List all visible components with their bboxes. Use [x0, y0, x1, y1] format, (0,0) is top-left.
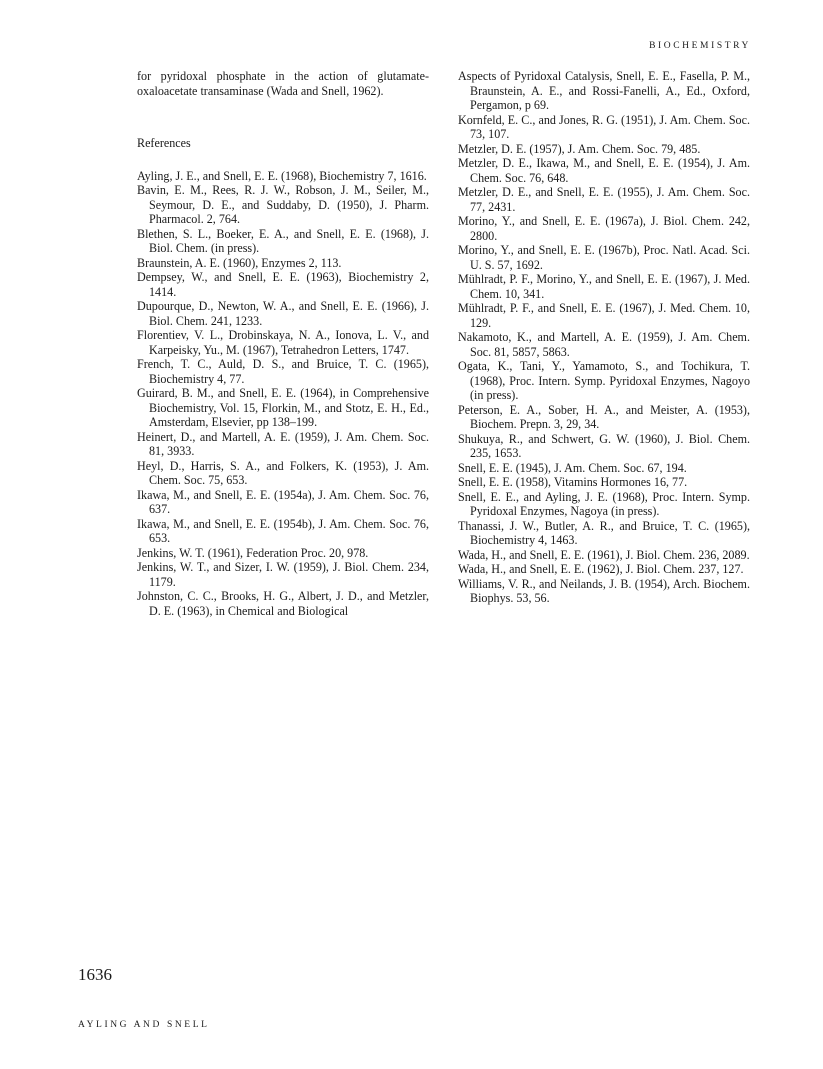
reference-item: Ikawa, M., and Snell, E. E. (1954a), J. Am. Chem. Soc. 76, 637.	[137, 487, 429, 516]
reference-item: Guirard, B. M., and Snell, E. E. (1964), in Comprehensive Biochemistry, Vol. 15, Florkin, M., and Stotz, E. H., Ed., Amsterdam, Elsevier, pp 138–199.	[137, 386, 429, 429]
reference-item: Dupourque, D., Newton, W. A., and Snell, E. E. (1966), J. Biol. Chem. 241, 1233.	[137, 299, 429, 328]
reference-item: Snell, E. E. (1945), J. Am. Chem. Soc. 67, 194.	[458, 460, 687, 475]
reference-item: Morino, Y., and Snell, E. E. (1967b), Proc. Natl. Acad. Sci. U. S. 57, 1692.	[458, 243, 750, 272]
left-column	[137, 69, 429, 618]
reference-item: Mühlradt, P. F., Morino, Y., and Snell, E. E. (1967), J. Med. Chem. 10, 341.	[458, 272, 750, 301]
reference-list-left	[137, 169, 429, 619]
running-foot-authors: AYLING AND SNELL	[78, 1020, 210, 1030]
reference-item: Ikawa, M., and Snell, E. E. (1954b), J. Am. Chem. Soc. 76, 653.	[137, 516, 429, 545]
reference-item: Blethen, S. L., Boeker, E. A., and Snell, E. E. (1968), J. Biol. Chem. (in press).	[137, 226, 429, 255]
reference-item: Aspects of Pyridoxal Catalysis, Snell, E. E., Fasella, P. M., Braunstein, A. E., and Rossi-Fanelli, A., Ed., Oxford, Pergamon, p 69.	[458, 69, 750, 112]
reference-item: Wada, H., and Snell, E. E. (1962), J. Biol. Chem. 237, 127.	[458, 562, 744, 576]
right-column	[458, 69, 750, 606]
reference-item: Florentiev, V. L., Drobinskaya, N. A., Ionova, L. V., and Karpeisky, Yu., M. (1967), Tetrahedron Letters, 1747.	[137, 328, 429, 357]
reference-item: Kornfeld, E. C., and Jones, R. G. (1951), J. Am. Chem. Soc. 73, 107.	[458, 112, 750, 141]
reference-list-right	[458, 69, 750, 606]
reference-item: Snell, E. E., and Ayling, J. E. (1968), Proc. Intern. Symp. Pyridoxal Enzymes, Nagoya (in press).	[458, 489, 750, 518]
reference-item: Morino, Y., and Snell, E. E. (1967a), J. Biol. Chem. 242, 2800.	[458, 214, 750, 243]
reference-item: Johnston, C. C., Brooks, H. G., Albert, J. D., and Metzler, D. E. (1963), in Chemical and Biological	[137, 589, 429, 618]
reference-item: Thanassi, J. W., Butler, A. R., and Bruice, T. C. (1965), Biochemistry 4, 1463.	[458, 518, 750, 547]
reference-item: Bavin, E. M., Rees, R. J. W., Robson, J. M., Seiler, M., Seymour, D. E., and Suddaby, D. (1950), J. Pharm. Pharmacol. 2, 764.	[137, 183, 429, 226]
reference-item: Peterson, E. A., Sober, H. A., and Meister, A. (1953), Biochem. Prepn. 3, 29, 34.	[458, 402, 750, 431]
reference-item: Wada, H., and Snell, E. E. (1961), J. Biol. Chem. 236, 2089.	[458, 547, 750, 562]
reference-item: Jenkins, W. T. (1961), Federation Proc. 20, 978.	[137, 545, 369, 560]
reference-item: Snell, E. E. (1958), Vitamins Hormones 16, 77.	[458, 475, 688, 489]
reference-item: Ogata, K., Tani, Y., Yamamoto, S., and Tochikura, T. (1968), Proc. Intern. Symp. Pyridoxal Enzymes, Nagoyo (in press).	[458, 359, 750, 402]
reference-item: Braunstein, A. E. (1960), Enzymes 2, 113.	[137, 255, 342, 270]
reference-item: Heinert, D., and Martell, A. E. (1959), J. Am. Chem. Soc. 81, 3933.	[137, 429, 429, 458]
references-heading: References	[137, 136, 191, 150]
reference-item: French, T. C., Auld, D. S., and Bruice, T. C. (1965), Biochemistry 4, 77.	[137, 357, 429, 386]
running-head-journal: BIOCHEMISTRY	[649, 41, 751, 51]
intro-paragraph: for pyridoxal phosphate in the action of glutamate-oxaloacetate transaminase (Wada and Snell, 1962).	[137, 69, 429, 98]
reference-item: Metzler, D. E., Ikawa, M., and Snell, E. E. (1954), J. Am. Chem. Soc. 76, 648.	[458, 156, 750, 185]
reference-item: Mühlradt, P. F., and Snell, E. E. (1967), J. Med. Chem. 10, 129.	[458, 301, 750, 330]
reference-item: Heyl, D., Harris, S. A., and Folkers, K. (1953), J. Am. Chem. Soc. 75, 653.	[137, 458, 429, 487]
reference-item: Dempsey, W., and Snell, E. E. (1963), Biochemistry 2, 1414.	[137, 270, 429, 299]
reference-item: Metzler, D. E. (1957), J. Am. Chem. Soc. 79, 485.	[458, 141, 701, 156]
reference-item: Williams, V. R., and Neilands, J. B. (1954), Arch. Biochem. Biophys. 53, 56.	[458, 576, 750, 605]
reference-item: Metzler, D. E., and Snell, E. E. (1955), J. Am. Chem. Soc. 77, 2431.	[458, 185, 750, 214]
reference-item: Ayling, J. E., and Snell, E. E. (1968), Biochemistry 7, 1616.	[137, 168, 427, 183]
reference-item: Nakamoto, K., and Martell, A. E. (1959), J. Am. Chem. Soc. 81, 5857, 5863.	[458, 330, 750, 359]
page-number: 1636	[78, 965, 112, 984]
reference-item: Shukuya, R., and Schwert, G. W. (1960), J. Biol. Chem. 235, 1653.	[458, 431, 750, 460]
reference-item: Jenkins, W. T., and Sizer, I. W. (1959), J. Biol. Chem. 234, 1179.	[137, 560, 429, 589]
